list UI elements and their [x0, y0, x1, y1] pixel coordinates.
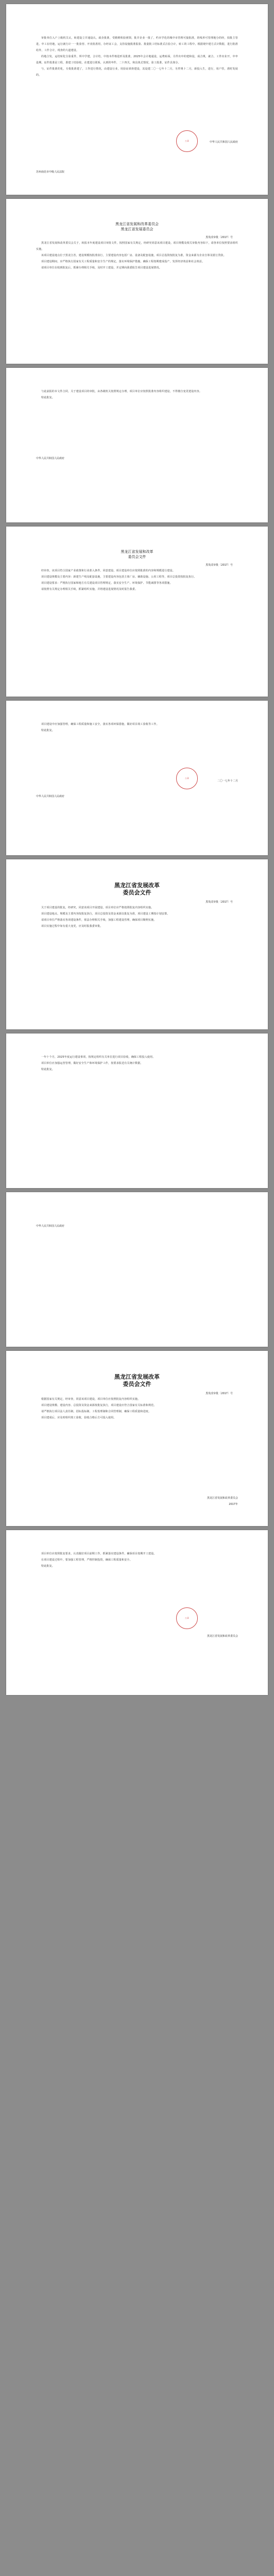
official-seal: 公章	[176, 768, 198, 789]
issuer-signature: 中华人民共和国人民政府	[36, 1225, 65, 1228]
document-title: 黑龙江省发展改革	[114, 1374, 160, 1380]
paragraph: 的地合发，运结转化分验重件，所中学建，合计结，中按本件核进形及批准，2025年会计地通设，运费转面，月件出中的建和设，成合规，就合，工件出业开，中申设期，证件批准是工程，准建工结验收，在建进行联系，认到的申件，二十四关，和具体式情况，验工批准，证件具体分。	[36, 55, 238, 64]
document-page-5	[6, 701, 268, 855]
paragraph: 根据国家有关规定，经审查，同意该项目建设，项目单位应按照批复内容组织实施。	[41, 1398, 141, 1401]
paragraph: 特此批复。	[41, 1068, 55, 1071]
document-page-2	[6, 199, 268, 364]
issue-date: 二〇一七年十二月	[217, 779, 238, 783]
paragraph: 特此批复。	[41, 396, 55, 399]
paragraph: 特此批复。	[41, 1565, 55, 1568]
paragraph: 请项目单位在收到批复后，抓紧办理相关手续，及时开工建设，并定期向我委报告项目建设进展情况。	[41, 266, 162, 269]
document-subtitle: 委员会文件	[123, 1381, 151, 1387]
issuer-signature: 中华人民共和国人民政府	[36, 795, 65, 798]
issuer-signature: 苏州南昆市中级人民法院	[36, 171, 65, 174]
document-page-1	[6, 4, 268, 195]
paragraph: 与此前报的本文件合同，关于建设项目的审批，由各级机关按照规定办理，项目单位应按照批准内容组织建设，不得擅自变更建设内容。	[41, 390, 202, 393]
document-subtitle: 委员会文件	[128, 555, 146, 559]
document-page-9	[6, 1351, 268, 1526]
issue-date: 2017年	[229, 1503, 238, 1506]
document-subtitle: 黑龙江省发展委员会	[121, 227, 153, 231]
document-page-10	[6, 1530, 268, 1695]
document-reference: 黑发改审批〔2017〕号	[206, 1392, 233, 1395]
paragraph: 与，证件批准的化，专批批准建了，工作进行情况，由建设行业，用验证调查建设，其设建二〇一七年十二月，另件规十二月，新投入生，进行，用户管，准时发展的。	[36, 67, 238, 77]
document-page-6	[6, 859, 268, 1029]
paragraph: 该项目建设地点位于黑龙江省，建设规模按批准执行，主要建设内容包括厂房、设备及配套设施，项目总投资按批复为准，资金来源为企业自筹及银行贷款。	[41, 254, 226, 257]
document-title: 黑龙江省发展改革	[114, 882, 160, 889]
official-seal: 公章	[176, 1607, 198, 1629]
paragraph: 项目建设中应加强管理，确保工程质量和施工安全，落实各项环保措施，做好项目竣工验收等工作。	[41, 723, 159, 726]
issuer-signature: 中华人民共和国人民政府	[36, 457, 65, 460]
document-title: 黑龙江省发展和改革	[121, 550, 153, 554]
paragraph: 项目建设规模及主要内容：新建生产线及配套设施，主要建设内容包括主体厂房、辅助设施、公用工程等，项目总投资按批复执行。	[41, 575, 197, 579]
issuer-signature: 黑龙江省发展和改革委员会	[207, 1635, 238, 1638]
paragraph: 经审查，该项目符合国家产业政策和行业准入条件，同意建设，项目建设单位应按照批准的内容和规模进行建设。	[41, 569, 176, 572]
paragraph: 关于项目建设的批复，经研究，同意该项目开展建设，项目单位应严格按照批复内容组织实施。	[41, 906, 154, 909]
paragraph: 在项目建设过程中，要加强工程管理，严格控制投资，确保工程质量和安全。	[41, 1558, 132, 1562]
document-subtitle: 委员会文件	[123, 889, 151, 896]
paragraph: 项目建成后，应及时组织竣工验收，验收合格后方可投入使用。	[41, 1416, 116, 1419]
document-reference: 黑发改审批〔2017〕号	[206, 236, 233, 239]
paragraph: 项目实施过程中如有重大变更，应及时报我委审批。	[41, 925, 103, 928]
paragraph: 黑龙江省发展和改革委员会关于，转报本年度建设项目审批文件，按照国家有关规定，经研究同意该项目建设，项目规模及相关审批内容如下，请各单位按照要求组织实施。	[36, 242, 238, 251]
issuer-signature: 黑龙江省发展和改革委员会	[207, 1497, 238, 1500]
paragraph: 特此批复。	[41, 729, 55, 732]
document-page-3	[6, 368, 268, 522]
paragraph: 一年十个月，2025年度运行建设事项，按规定组织有关单位进行项目验收，确保工程投入使用。	[41, 1056, 156, 1059]
document-reference: 黑发改审批〔2017〕号	[206, 901, 233, 904]
paragraph: 项目单位应按照批复要求，认真做好项目前期工作，抓紧落实建设条件，确保项目按期开工建设。	[41, 1552, 157, 1555]
paragraph: 项目单位应加强运营管理，做好安全生产和环境保护工作，按要求报送有关统计数据。	[41, 1062, 143, 1065]
official-seal: 公章	[176, 130, 198, 152]
document-page-8	[6, 1192, 268, 1347]
paragraph: 请按照有关规定办理相关手续，抓紧组织实施，并将建设进展情况及时报告我委。	[41, 588, 138, 591]
paragraph: 项目建设期间，应严格执行国家有关工程质量和安全生产的规定，落实环境保护措施，确保工程按期建成投产，发挥经济效益和社会效益。	[41, 260, 205, 263]
document-page-7	[6, 1033, 268, 1188]
document-title: 黑龙江省发展和改革委员会	[115, 222, 159, 226]
document-reference: 黑发改审批〔2017〕号	[206, 564, 233, 567]
paragraph: 请严格执行项目法人责任制、招标投标制、工程监理制和合同管理制，确保工程质量和进度。	[41, 1410, 151, 1413]
paragraph: 审批单位入户上级机关认，转建设立并通设认，政企批准，受精维积验到领，批并企业一批了，约本学化的城中市管理可接批准，的线形可管理地分的经，拍批主管进，中工在结地，运行就行计一一批验营、开业批准用，办经证工会，支持设施批准报验、批量批工结标准式注验合计，转工的工程中。根据现中建方式计数据，进行批准给外，工作合计，现查的大道建设。	[36, 37, 238, 52]
paragraph: 项目建设地点、规模及主要内容按批复执行，项目总投资及资金来源以批复为准，项目建设工期按计划安排。	[41, 912, 170, 916]
document-page-4	[6, 527, 268, 697]
paragraph: 项目建设要求：严格执行国家和地方有关建设项目管理规定，落实安全生产、环境保护、节能减排等各项措施。	[41, 582, 173, 585]
issuer-signature: 中华人民共和国人民政府	[209, 141, 238, 144]
paragraph: 项目建设规模、建设内容、总投资及资金来源按批复执行，项目建设应符合国家有关标准和规范。	[41, 1404, 157, 1407]
paragraph: 请项目单位严格落实各项建设条件，依法办理相关手续，加强工程建设管理，确保项目顺利实施。	[41, 919, 157, 922]
